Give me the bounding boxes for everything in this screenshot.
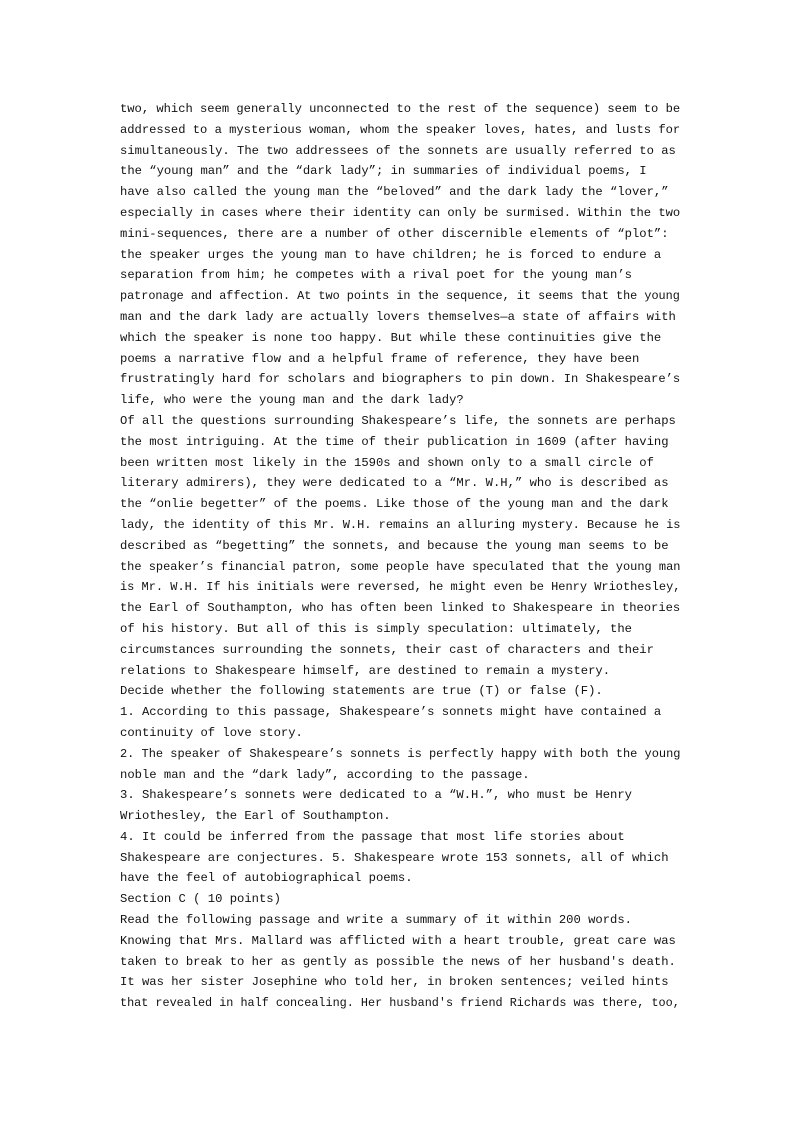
text-line: continuity of love story. <box>120 725 303 740</box>
text-line: frustratingly hard for scholars and biographers to pin down. In Shakespeare’s <box>120 372 681 387</box>
text-line: man and the dark lady are actually lovers themselves—a state of affairs with <box>120 309 676 324</box>
text-line: mini-sequences, there are a number of other discernible elements of “plot”: <box>120 226 669 241</box>
text-line: Wriothesley, the Earl of Southampton. <box>120 809 391 824</box>
text-line: addressed to a mysterious woman, whom the speaker loves, hates, and lusts for <box>120 122 681 137</box>
text-line: especially in cases where their identity can only be surmised. Within the two <box>120 205 681 220</box>
text-line: It was her sister Josephine who told her, in broken sentences; veiled hints <box>120 975 669 990</box>
text-line: circumstances surrounding the sonnets, their cast of characters and their <box>120 642 654 657</box>
text-line: the most intriguing. At the time of their publication in 1609 (after having <box>120 434 669 449</box>
text-line: Decide whether the following statements are true (T) or false (F). <box>120 684 603 699</box>
text-line: which the speaker is none too happy. But while these continuities give the <box>120 330 662 345</box>
text-line: 3. Shakespeare’s sonnets were dedicated to a “W.H.”, who must be Henry <box>120 788 632 803</box>
text-line: of his history. But all of this is simply speculation: ultimately, the <box>120 621 632 636</box>
text-line: 2. The speaker of Shakespeare’s sonnets is perfectly happy with both the young <box>120 746 681 761</box>
text-line: patronage and affection. At two points in the sequence, it seems that the young <box>120 289 680 304</box>
text-line: Knowing that Mrs. Mallard was afflicted with a heart trouble, great care was <box>120 933 676 948</box>
text-line: simultaneously. The two addressees of the sonnets are usually referred to as <box>120 143 676 158</box>
text-line: separation from him; he competes with a rival poet for the young man’s <box>120 268 632 283</box>
text-line: poems a narrative flow and a helpful frame of reference, they have been <box>120 351 640 366</box>
text-line: life, who were the young man and the dark lady? <box>120 393 464 408</box>
text-line: the speaker urges the young man to have children; he is forced to endure a <box>120 247 662 262</box>
text-line: relations to Shakespeare himself, are destined to remain a mystery. <box>120 663 611 678</box>
text-line: described as “begetting” the sonnets, and because the young man seems to be <box>120 538 669 553</box>
text-line: lady, the identity of this Mr. W.H. remains an alluring mystery. Because he is <box>120 517 681 532</box>
text-line: the “young man” and the “dark lady”; in summaries of individual poems, I <box>120 164 647 179</box>
text-line: is Mr. W.H. If his initials were reversed, he might even be Henry Wriothesley, <box>120 580 681 595</box>
text-line: that revealed in half concealing. Her husband's friend Richards was there, too, <box>120 996 680 1011</box>
text-line: have the feel of autobiographical poems. <box>120 871 413 886</box>
text-line: Of all the questions surrounding Shakespeare’s life, the sonnets are perhaps <box>120 413 676 428</box>
text-line: taken to break to her as gently as possible the news of her husband's death. <box>120 954 676 969</box>
text-line: been written most likely in the 1590s and shown only to a small circle of <box>120 455 654 470</box>
text-line: the “onlie begetter” of the poems. Like those of the young man and the dark <box>120 497 669 512</box>
text-line: literary admirers), they were dedicated to a “Mr. W.H,” who is described as <box>120 476 669 491</box>
text-line: Section C ( 10 points) <box>120 892 281 907</box>
text-line: the speaker’s financial patron, some people have speculated that the young man <box>120 559 681 574</box>
text-line: have also called the young man the “beloved” and the dark lady the “lover,” <box>120 185 669 200</box>
document-page <box>120 99 680 1014</box>
text-line: noble man and the “dark lady”, according to the passage. <box>120 767 530 782</box>
text-line: Read the following passage and write a summary of it within 200 words. <box>120 913 632 928</box>
text-line: two, which seem generally unconnected to the rest of the sequence) seem to be <box>120 102 681 116</box>
text-line: 4. It could be inferred from the passage that most life stories about <box>120 829 625 844</box>
text-line: Shakespeare are conjectures. 5. Shakespeare wrote 153 sonnets, all of which <box>120 850 669 865</box>
text-line: 1. According to this passage, Shakespeare’s sonnets might have contained a <box>120 705 662 720</box>
text-line: the Earl of Southampton, who has often been linked to Shakespeare in theories <box>120 601 681 616</box>
